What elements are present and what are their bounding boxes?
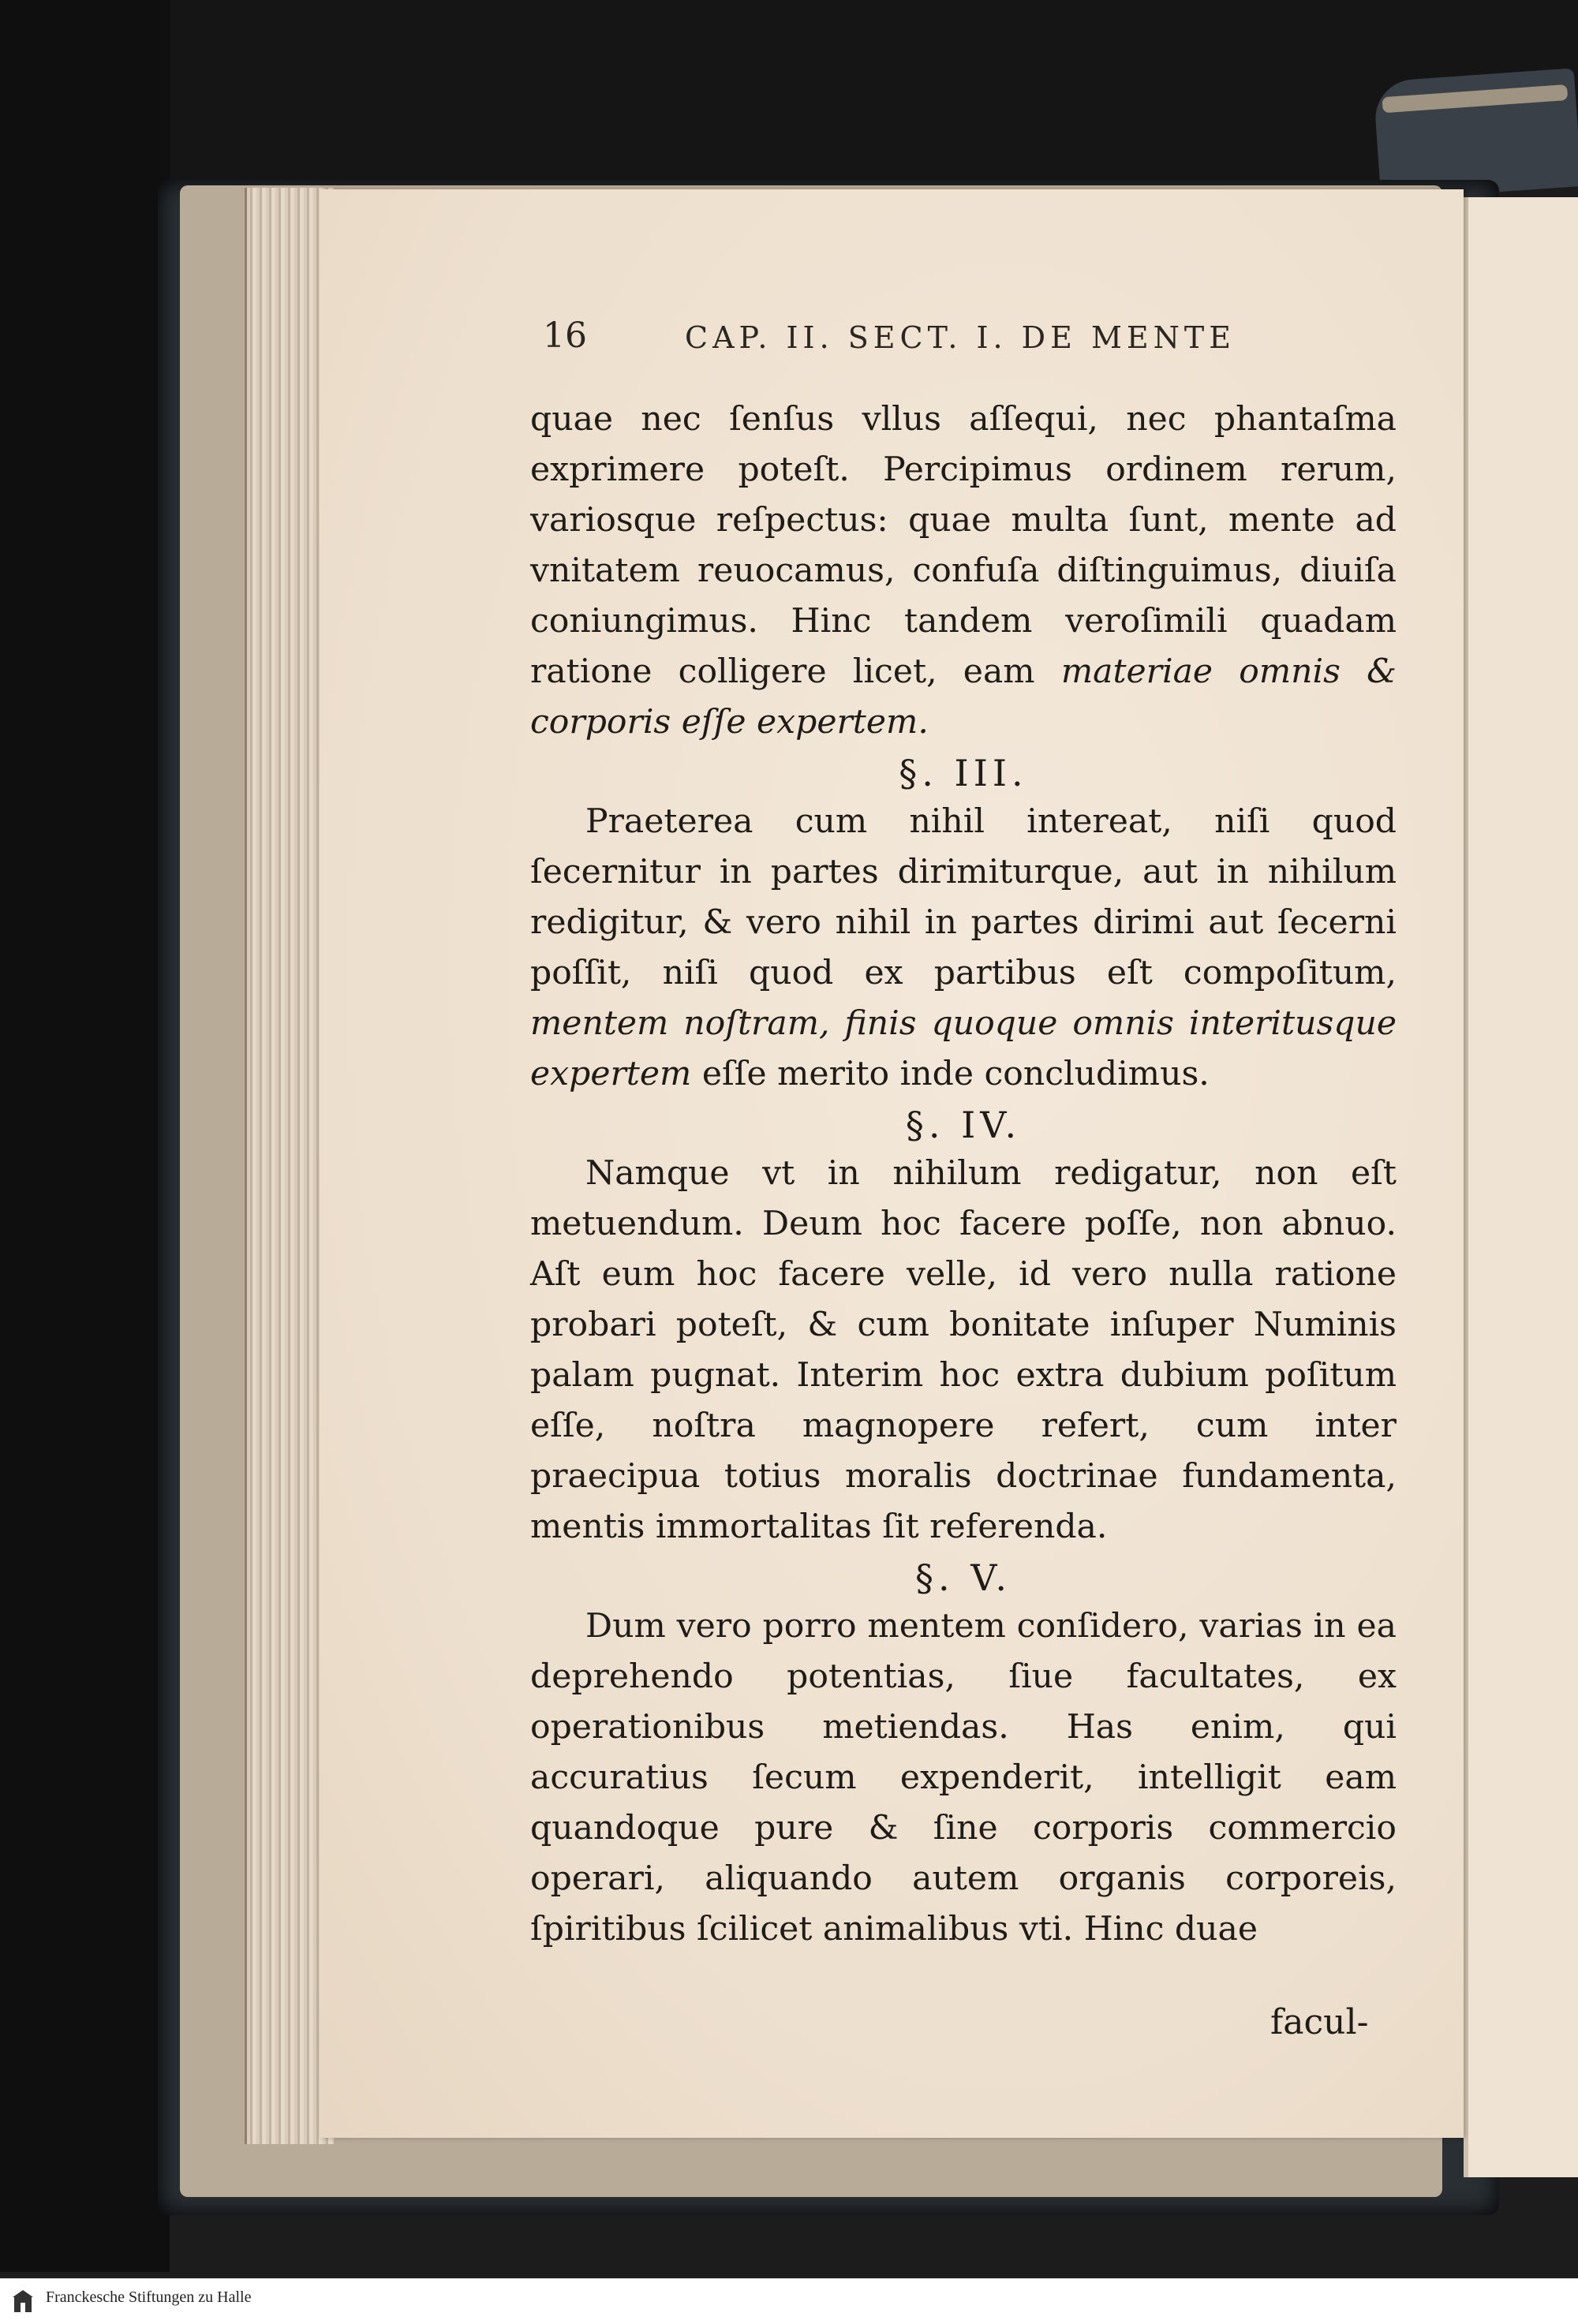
paragraph-4: Dum vero porro mentem conſidero, varias in ea deprehendo potentias, ſiue facultates, ex operationibus metiendas. Has enim, qui accuratius ſecum expenderit, intelligit eam quandoque pure & ſine corporis commercio operari, aliquando autem organis corporeis, ſpiritibus ſcilicet animalibus vti. Hinc duae (530, 1607, 1397, 1948)
italic-phrase: mentem noſtram, finis quoque omnis interitusque expertem (530, 1004, 1397, 1093)
footer-bar (0, 2278, 1578, 2324)
background-left (0, 0, 170, 2272)
paragraph-1: quae nec ſenſus vllus aſſequi, nec phantaſma exprimere poteſt. Percipimus ordinem rerum, variosque reſpectus: quae multa ſunt, mente ad vnitatem reuocamus, confuſa diſtinguimus, diuiſa coniungimus. Hinc tandem veroſimili quadam ratione colligere licet, eam materiae omnis & corporis eſſe expertem. (530, 400, 1397, 742)
page-text (530, 394, 1397, 1955)
page-number: 16 (543, 316, 587, 356)
page-header (543, 316, 1284, 363)
running-head: CAP. II. SECT. I. DE MENTE (685, 320, 1236, 355)
section-heading-3: §. III. (899, 752, 1028, 794)
section-heading-4: §. IV. (905, 1104, 1022, 1146)
background-top (0, 0, 1578, 181)
catchword: facul- (1270, 2002, 1369, 2042)
footer-label: Franckesche Stiftungen zu Halle (46, 2289, 252, 2306)
italic-phrase: materiae omnis & corporis eſſe expertem. (530, 652, 1397, 742)
paragraph-3: Namque vt in nihilum redigatur, non eſt metuendum. Deum hoc facere poſſe, non abnuo. Aſt eum hoc facere velle, id vero nulla ratione probari poteſt, & cum bonitate inſuper Numinis palam pugnat. Interim hoc extra dubium poſitum eſſe, noſtra magnopere refert, cum inter praecipua totius moralis doctrinae fundamenta, mentis immortalitas ſit referenda. (530, 1154, 1397, 1546)
facing-page-edge (1464, 197, 1578, 2177)
paragraph-2: Praeterea cum nihil intereat, niſi quod ſecernitur in partes dirimiturque, aut in nihilum redigitur, & vero nihil in partes dirimi aut ſecerni poſſit, niſi quod ex partibus eſt compoſitum, mentem noſtram, finis quoque omnis interitusque expertem eſſe merito inde concludimus. (530, 802, 1397, 1093)
institution-logo-icon (11, 2289, 35, 2315)
section-heading-5: §. V. (914, 1556, 1012, 1599)
